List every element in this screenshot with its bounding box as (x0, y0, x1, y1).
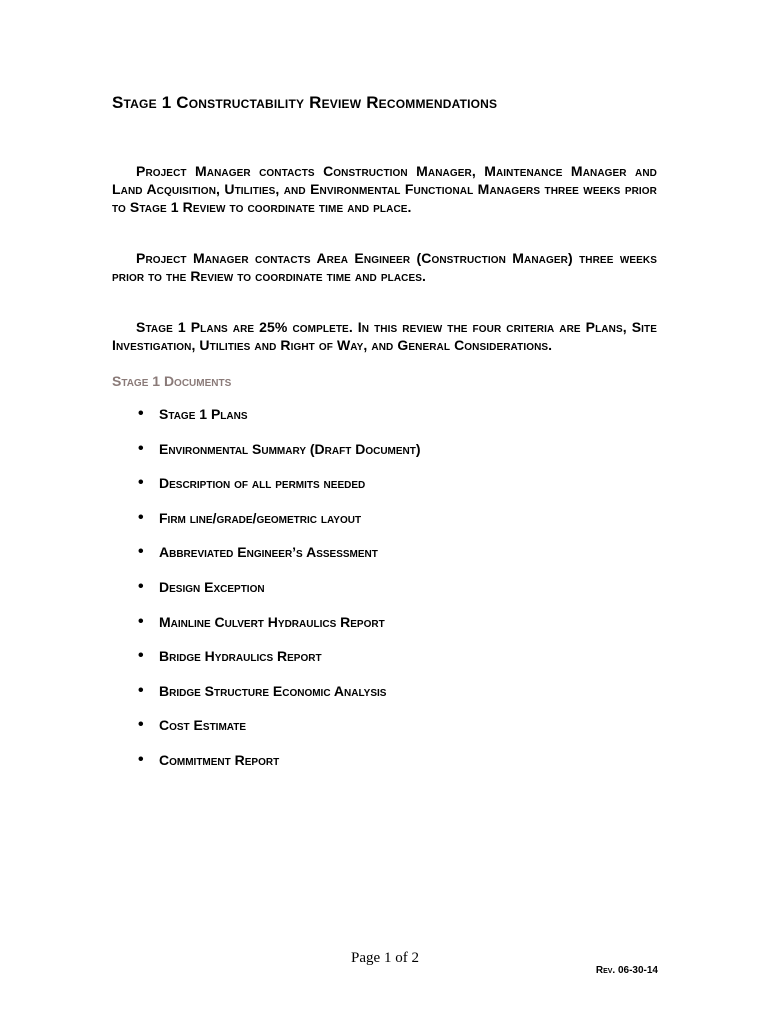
list-item-label: Bridge Structure Economic Analysis (159, 682, 387, 699)
list-item-label: Design Exception (159, 578, 265, 595)
paragraph-area-engineer: Project Manager contacts Area Engineer (Construction Manager) three weeks prior to the Review to coordinate time and places. (112, 250, 657, 284)
list-item (112, 404, 421, 439)
page-number: Page 1 of 2 (351, 950, 419, 966)
list-item-label: Mainline Culvert Hydraulics Report (159, 613, 385, 630)
list-item-label: Stage 1 Plans (159, 406, 248, 422)
bullet-icon: • (138, 577, 144, 595)
list-item (112, 715, 421, 750)
bullet-icon: • (138, 716, 144, 734)
list-item-label: Environmental Summary (Draft Document) (159, 440, 421, 457)
list-item-label: Cost Estimate (159, 717, 247, 734)
bullet-icon: • (138, 681, 144, 699)
bullet-icon: • (138, 543, 144, 561)
list-item (112, 750, 421, 785)
list-item-label: Commitment Report (159, 751, 280, 768)
list-item (112, 473, 421, 508)
list-item-label: Description of all permits needed (159, 475, 366, 492)
paragraph-plans-complete: Stage 1 Plans are 25% complete. In this review the four criteria are Plans, Site Investigation, Utilities and Right of Way, and General Considerations. (112, 319, 657, 353)
list-item (112, 439, 421, 474)
bullet-icon: • (138, 405, 144, 422)
document-title: Stage 1 Constructability Review Recommendations (112, 93, 498, 112)
bullet-icon: • (138, 647, 144, 665)
list-item (112, 646, 421, 681)
bullet-icon: • (138, 439, 144, 457)
revision-date: Rev. 06-30-14 (595, 965, 658, 976)
bullet-icon: • (138, 612, 144, 630)
bullet-icon: • (138, 508, 144, 526)
list-item-label: Bridge Hydraulics Report (159, 648, 322, 665)
paragraph-coordination: Project Manager contacts Construction Manager, Maintenance Manager and Land Acquisition, Utilities, and Environmental Functional Managers three weeks prior to Stage 1 Review to coordinate time and place. (112, 163, 657, 215)
list-item-label: Firm line/grade/geometric layout (159, 509, 362, 526)
bullet-icon: • (138, 474, 144, 492)
section-heading-documents: Stage 1 Documents (112, 373, 232, 389)
list-item (112, 681, 421, 716)
bullet-icon: • (138, 750, 144, 768)
list-item (112, 577, 421, 612)
list-item (112, 542, 421, 577)
list-item (112, 508, 421, 543)
documents-list (112, 404, 421, 785)
list-item-label: Abbreviated Engineer’s Assessment (159, 544, 378, 561)
list-item (112, 612, 421, 647)
